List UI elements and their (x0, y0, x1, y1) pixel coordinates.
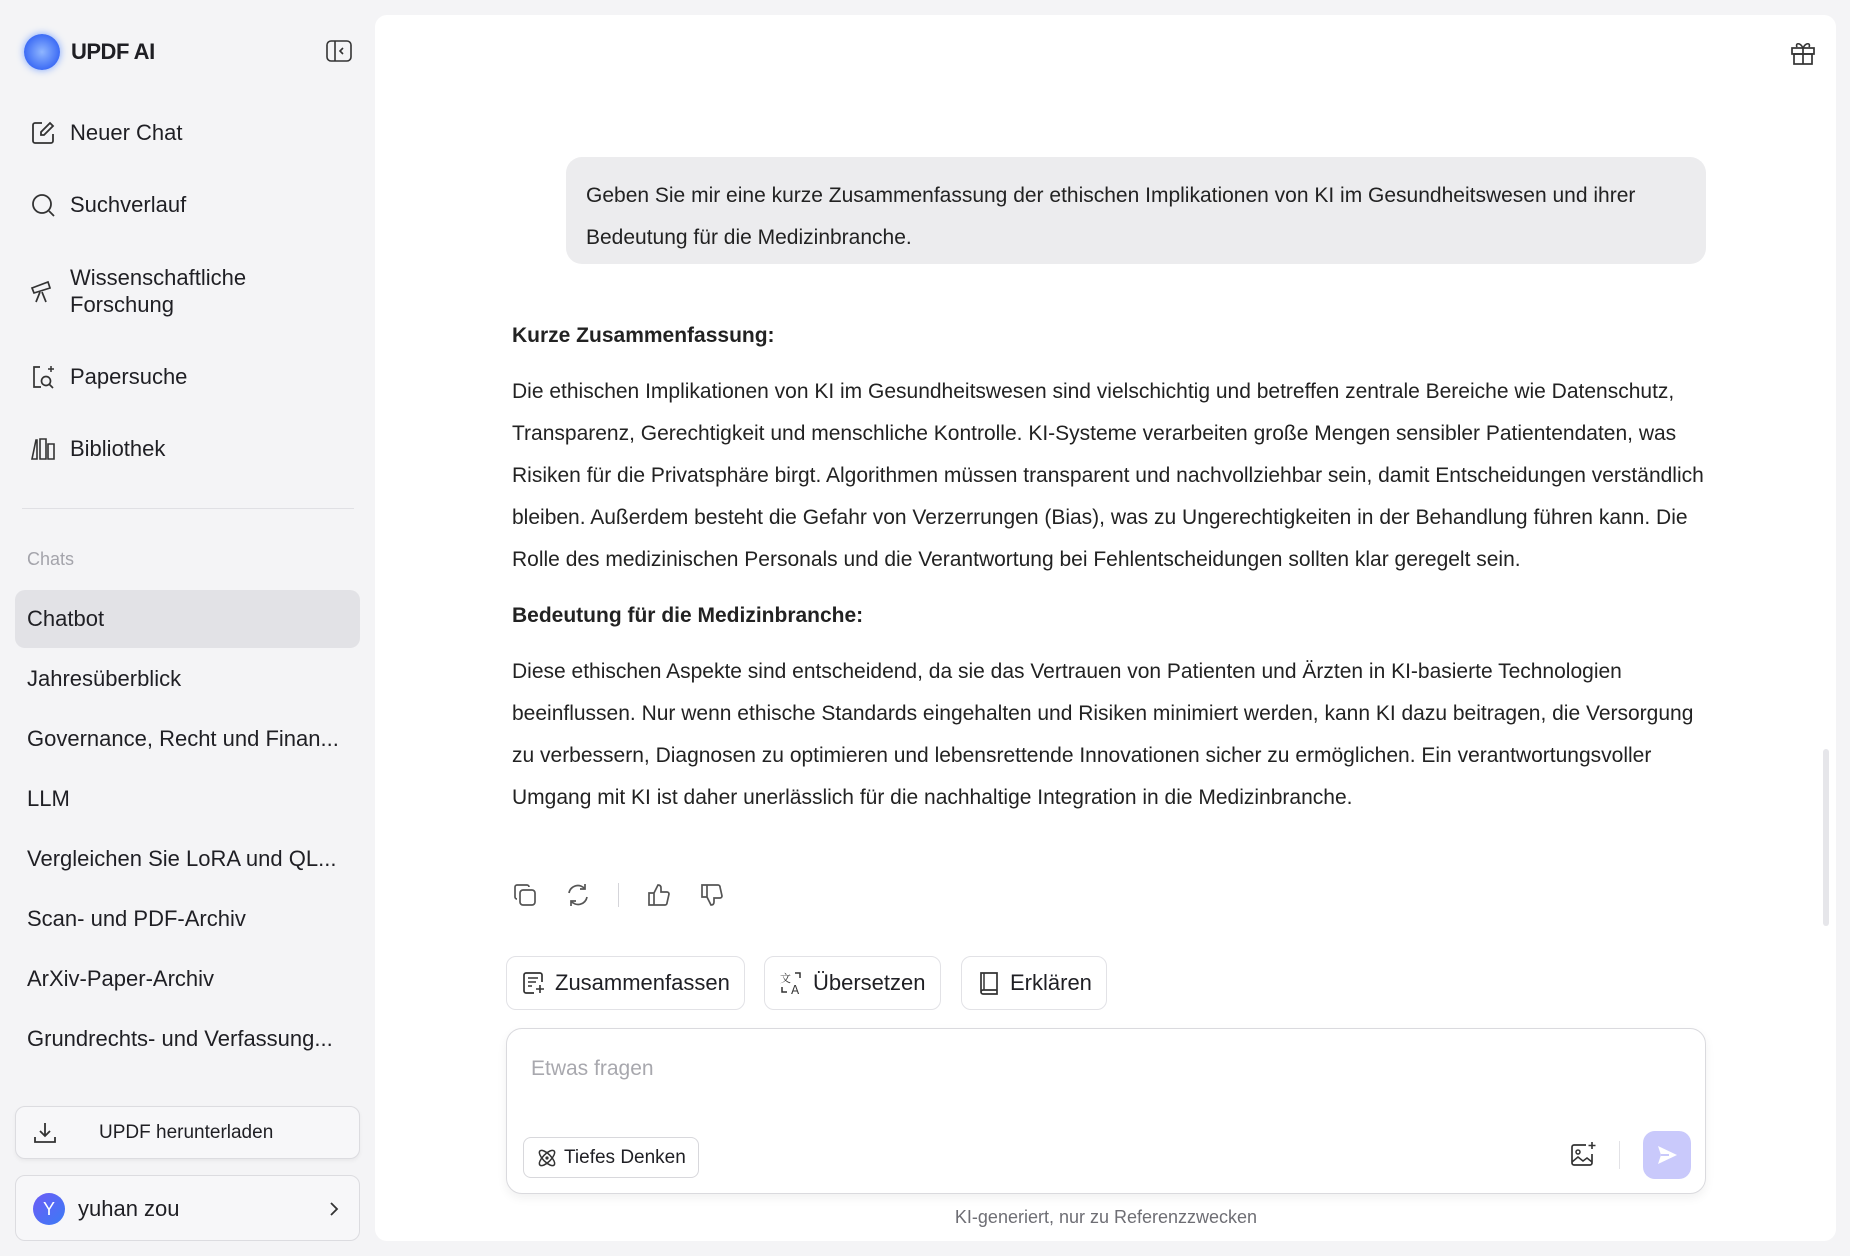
chip-label: Erklären (1010, 970, 1092, 995)
deep-thinking-toggle[interactable] (523, 1137, 699, 1178)
nav-label: Bibliothek (70, 436, 166, 461)
explain-button[interactable] (961, 956, 1107, 1010)
regenerate-icon[interactable] (565, 882, 591, 908)
nav-research[interactable] (30, 264, 260, 318)
user-message: Geben Sie mir eine kurze Zusammenfassung der ethischen Implikationen von KI im Gesundheitswesen und ihrer Bedeutung für die Medizinbranche. (566, 157, 1706, 264)
image-upload-icon[interactable] (1569, 1141, 1597, 1169)
summarize-icon (521, 970, 547, 996)
thumbs-down-icon[interactable] (699, 882, 725, 908)
nav-label: Papersuche (70, 364, 188, 389)
send-button[interactable] (1643, 1131, 1691, 1179)
nav-search-history[interactable] (30, 191, 186, 218)
send-icon (1655, 1143, 1679, 1167)
divider (618, 883, 619, 907)
nav-paper-search[interactable] (30, 363, 187, 390)
chats-label: Chats (27, 549, 75, 569)
divider (1619, 1141, 1620, 1169)
chat-input[interactable] (531, 1057, 1631, 1081)
translate-icon (779, 970, 805, 996)
chat-input-box (506, 1028, 1706, 1194)
search-icon (30, 192, 56, 218)
paper-search-icon (30, 364, 56, 390)
disclaimer: KI-generiert, nur zu Referenzzwecken (954, 1207, 1258, 1227)
updf-logo-icon (24, 34, 60, 70)
svg-text:A: A (791, 983, 800, 996)
nav-label: Neuer Chat (70, 120, 183, 145)
chat-item[interactable]: ArXiv-Paper-Archiv (27, 966, 215, 991)
nav-new-chat[interactable] (30, 119, 183, 146)
chevron-right-icon (328, 1200, 340, 1218)
response-paragraph: Diese ethischen Aspekte sind entscheidend, da sie das Vertrauen von Patienten und Ärzten in KI-basierte Technologien beeinflussen. Nur wenn ethische Standards eingehalten und Risiken minimiert werden, kann KI dazu beitragen, die Versorgung zu verbessern, Diagnosen zu optimieren und lebensrettende Innovationen sicher zu ermöglichen. Ein verantwortungsvoller Umgang mit KI ist daher unerlässlich für die nachhaltige Integration in die Medizinbranche. (512, 660, 1694, 809)
svg-text:文: 文 (780, 972, 791, 985)
app-title: UPDF AI (71, 39, 155, 64)
collapse-sidebar-icon[interactable] (326, 40, 352, 62)
nav-library[interactable] (30, 435, 165, 462)
chip-label: Übersetzen (813, 970, 926, 995)
chip-label: Zusammenfassen (555, 970, 730, 995)
chat-item[interactable]: Jahresüberblick (27, 666, 182, 691)
chat-item[interactable]: Governance, Recht und Finan... (27, 726, 339, 751)
response-heading: Bedeutung für die Medizinbranche: (512, 604, 864, 627)
download-icon (32, 1120, 58, 1146)
thumbs-up-icon[interactable] (646, 882, 672, 908)
nav-label: Wissenschaftliche Forschung (70, 265, 247, 317)
response-heading: Kurze Zusammenfassung: (512, 324, 775, 347)
download-button[interactable] (15, 1106, 360, 1159)
divider (22, 508, 354, 509)
edit-icon (30, 120, 56, 146)
chat-item[interactable]: Scan- und PDF-Archiv (27, 906, 246, 931)
deep-thinking-label: Tiefes Denken (564, 1146, 686, 1168)
chat-item[interactable]: Chatbot (15, 590, 360, 648)
atom-icon (536, 1147, 558, 1169)
response-paragraph: Die ethischen Implikationen von KI im Gesundheitswesen sind vielschichtig und betreffen zentrale Bereiche wie Datenschutz, Transparenz, Gerechtigkeit und menschliche Kontrolle. KI-Systeme verarbeiten große Mengen sensibler Patientendaten, was Risiken für die Privatsphäre birgt. Algorithmen müssen transparent und nachvollziehbar sein, damit Entscheidungen verständlich bleiben. Außerdem besteht die Gefahr von Verzerrungen (Bias), was zu Ungerechtigkeiten in der Behandlung führen kann. Die Rolle des medizinischen Personals und die Verantwortung bei Fehlentscheidungen sollten klar geregelt sein. (512, 380, 1704, 571)
user-profile-button[interactable] (15, 1175, 360, 1241)
copy-icon[interactable] (512, 882, 538, 908)
download-label: UPDF herunterladen (99, 1122, 274, 1143)
chat-item[interactable]: LLM (27, 786, 70, 811)
library-icon (30, 436, 56, 462)
chat-item[interactable]: Grundrechts- und Verfassung... (27, 1026, 333, 1051)
response-actions (512, 882, 725, 908)
telescope-icon (30, 278, 56, 304)
gift-icon[interactable] (1789, 38, 1817, 66)
chat-item[interactable]: Vergleichen Sie LoRA und QL... (27, 846, 337, 871)
user-name: yuhan zou (78, 1196, 180, 1221)
nav-label: Suchverlauf (70, 192, 187, 217)
scrollbar[interactable] (1823, 749, 1829, 926)
avatar: Y (33, 1193, 65, 1225)
translate-button[interactable] (764, 956, 941, 1010)
ai-response (512, 315, 1712, 833)
summarize-button[interactable] (506, 956, 745, 1010)
book-icon (976, 970, 1002, 996)
sidebar (0, 0, 375, 1256)
